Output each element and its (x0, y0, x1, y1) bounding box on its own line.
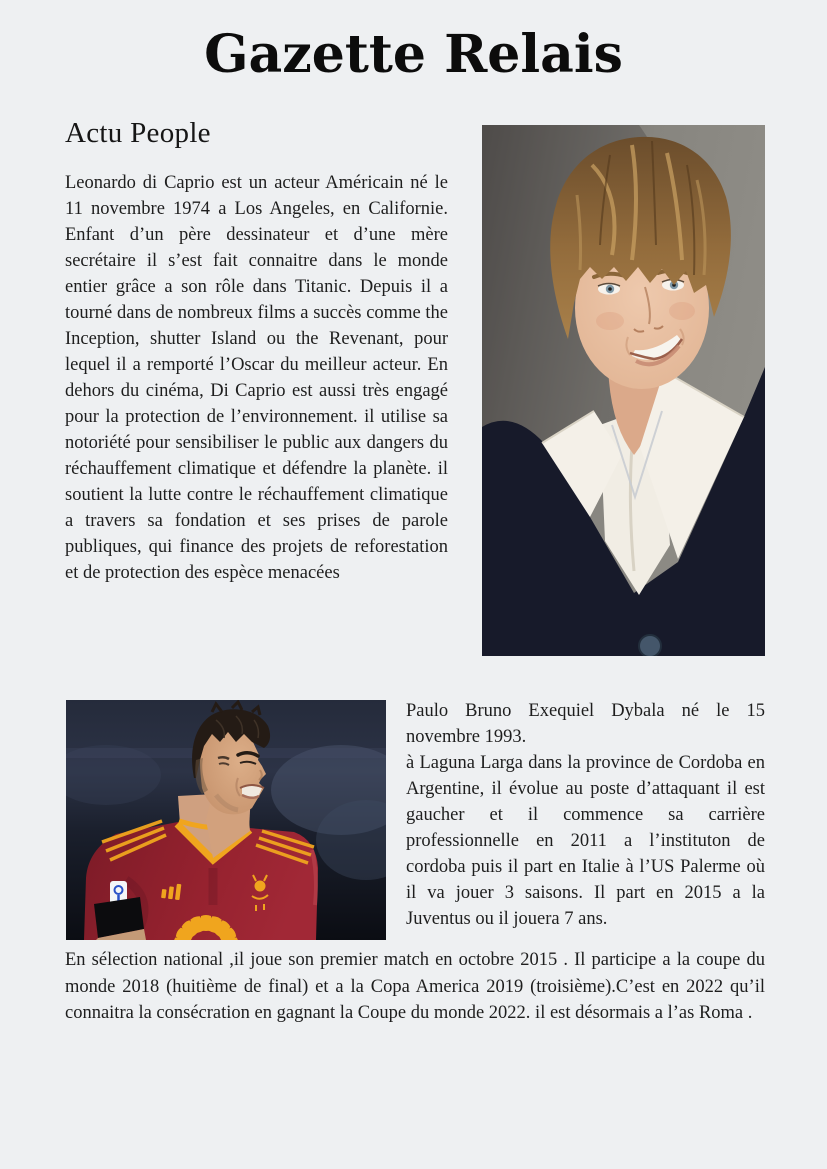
dybala-text-column (406, 698, 765, 932)
masthead-title: Gazette Relais (204, 24, 623, 85)
dybala-career-paragraph: à Laguna Larga dans la province de Cordoba en Argentine, il évolue au poste d’attaquant il est gaucher et il commence sa carrière professionnelle en 2011 a l’instituton de cordoba puis il part en Italie à l’US Palerme où il va jouer 3 saisons. Il part en 2015 a la Juventus ou il jouera 7 ans. (406, 753, 765, 930)
dicaprio-text-column (65, 117, 448, 586)
section-dybala (66, 698, 765, 940)
photo-paulo-dybala (66, 700, 386, 940)
blazer-button (639, 635, 661, 656)
photo-leonardo-dicaprio (482, 125, 765, 656)
dicaprio-paragraph: Leonardo di Caprio est un acteur Américain né le 11 novembre 1974 a Los Angeles, en Californie. Enfant d’un père dessinateur et d’une mère secrétaire il s’est fait connaitre dans le monde entier grâce a son rôle dans Titanic. Depuis il a tourné dans de nombreux films a succès comme the Inception, shutter Island ou the Revenant, pour lequel il a remporté l’Oscar du meilleur acteur. En dehors du cinéma, Di Caprio est aussi très engagé pour la protection de l’environnement. il utilise sa notoriété pour sensibiliser le public aux dangers du réchauffement climatique et défendre la planète. il soutient la lutte contre le réchauffement climatique a travers sa fondation et ses prises de parole publiques, qui finance des projets de reforestation et de protection des espèce menacées (65, 173, 448, 584)
pupil-left (608, 287, 612, 291)
cheek-blush-right (669, 302, 695, 320)
dybala-photo-illustration (66, 700, 386, 940)
section-heading-actu-people: Actu People (65, 117, 211, 150)
dybala-national-paragraph: En sélection national ,il joue son premier match en octobre 2015 . Il participe a la coupe du monde 2018 (huitième de final) et a la Copa America 2019 (troisième).C’est en 2022 qu’il connaitra la consécration en gagnant la Coupe du monde 2022. il est désormais a l’as Roma . (65, 950, 765, 1024)
section-actu-people (65, 117, 765, 656)
dicaprio-portrait-illustration (482, 125, 765, 656)
dybala-intro-paragraph: Paulo Bruno Exequiel Dybala né le 15 novembre 1993. (406, 701, 765, 748)
cheek-blush-left (596, 312, 624, 330)
